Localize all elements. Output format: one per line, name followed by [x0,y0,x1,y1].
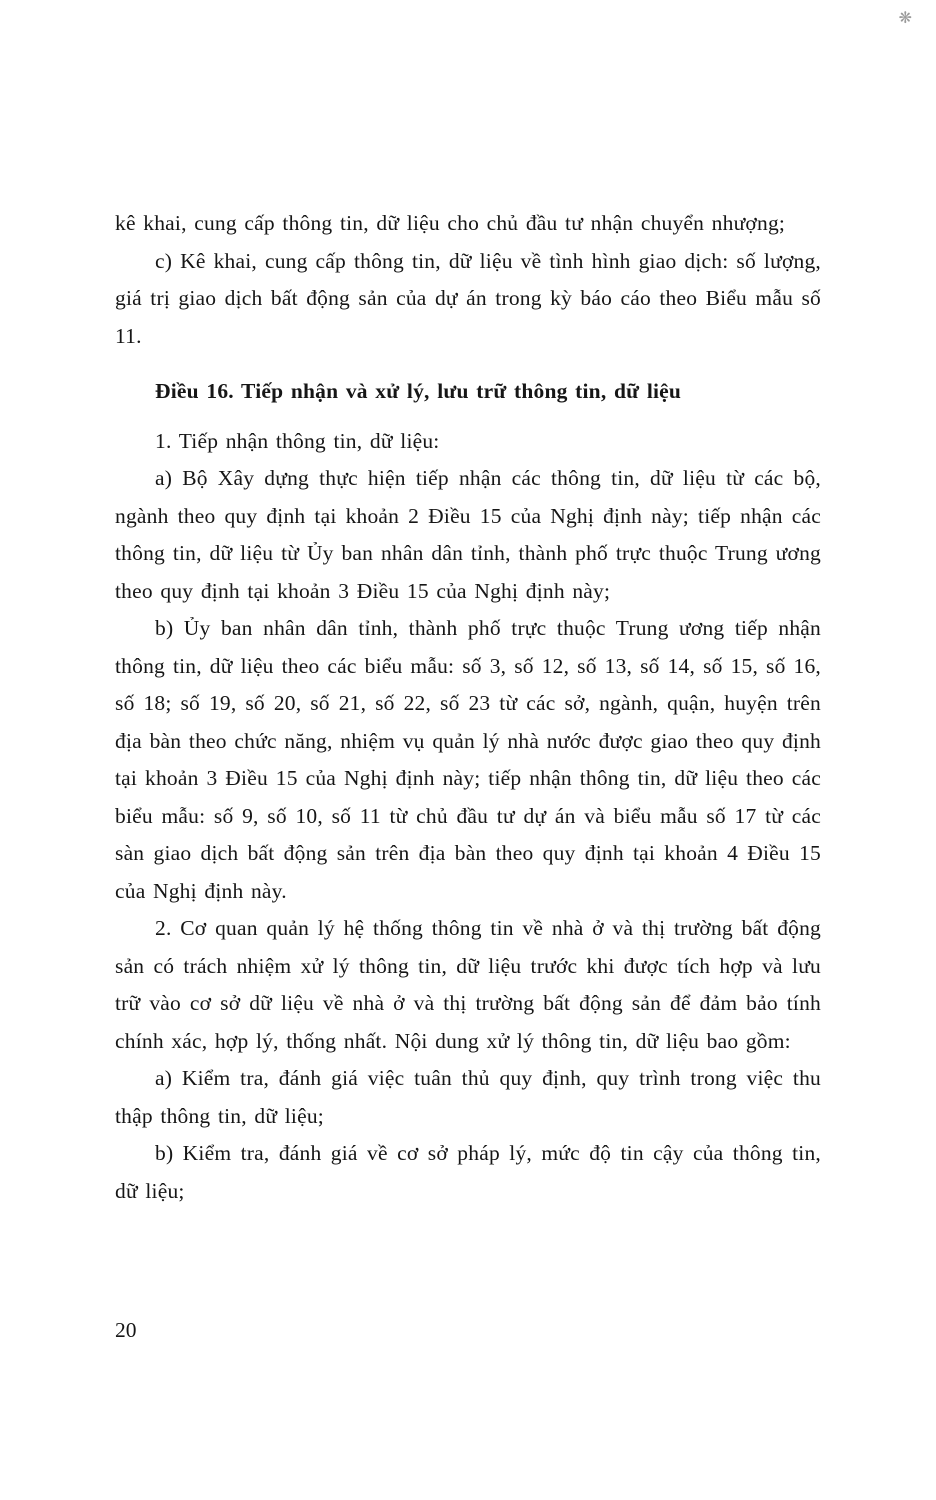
flower-ornament-icon: ❋ [898,8,912,27]
paragraph: b) Kiểm tra, đánh giá về cơ sở pháp lý, mức độ tin cậy của thông tin, dữ liệu; [115,1141,821,1203]
article-heading: Điều 16. Tiếp nhận và xử lý, lưu trữ thông tin, dữ liệu [155,379,682,403]
page-number: 20 [115,1318,137,1342]
paragraph: b) Ủy ban nhân dân tỉnh, thành phố trực thuộc Trung ương tiếp nhận thông tin, dữ liệu theo các biểu mẫu: số 3, số 12, số 13, số 14, số 15, số 16, số 18; số 19, số 20, số 21, số 22, số 23 từ các sở, ngành, quận, huyện trên địa bàn theo chức năng, nhiệm vụ quản lý nhà nước được giao theo quy định tại khoản 3 Điều 15 của Nghị định này; tiếp nhận thông tin, dữ liệu theo các biểu mẫu: số 9, số 10, số 11 từ chủ đầu tư dự án và biểu mẫu số 17 từ các sàn giao dịch bất động sản trên địa bàn theo quy định tại khoản 4 Điều 15 của Nghị định này. [115,616,821,903]
paragraph: 1. Tiếp nhận thông tin, dữ liệu: [155,428,440,453]
paragraph: a) Kiểm tra, đánh giá việc tuân thủ quy định, quy trình trong việc thu thập thông tin, dữ liệu; [115,1066,821,1128]
paragraph: kê khai, cung cấp thông tin, dữ liệu cho chủ đầu tư nhận chuyển nhượng; [115,211,786,235]
paragraph: 2. Cơ quan quản lý hệ thống thông tin về nhà ở và thị trường bất động sản có trách nhiệm xử lý thông tin, dữ liệu trước khi được tích hợp và lưu trữ vào cơ sở dữ liệu về nhà ở và thị trường bất động sản để đảm bảo tính chính xác, hợp lý, thống nhất. Nội dung xử lý thông tin, dữ liệu bao gồm: [115,916,821,1053]
document-text-block [115,205,821,1210]
paragraph: c) Kê khai, cung cấp thông tin, dữ liệu về tình hình giao dịch: số lượng, giá trị giao dịch bất động sản của dự án trong kỳ báo cáo theo Biểu mẫu số 11. [115,248,821,348]
paragraph: a) Bộ Xây dựng thực hiện tiếp nhận các thông tin, dữ liệu từ các bộ, ngành theo quy định tại khoản 2 Điều 15 của Nghị định này; tiếp nhận các thông tin, dữ liệu từ Ủy ban nhân dân tỉnh, thành phố trực thuộc Trung ương theo quy định tại khoản 3 Điều 15 của Nghị định này; [115,466,821,603]
